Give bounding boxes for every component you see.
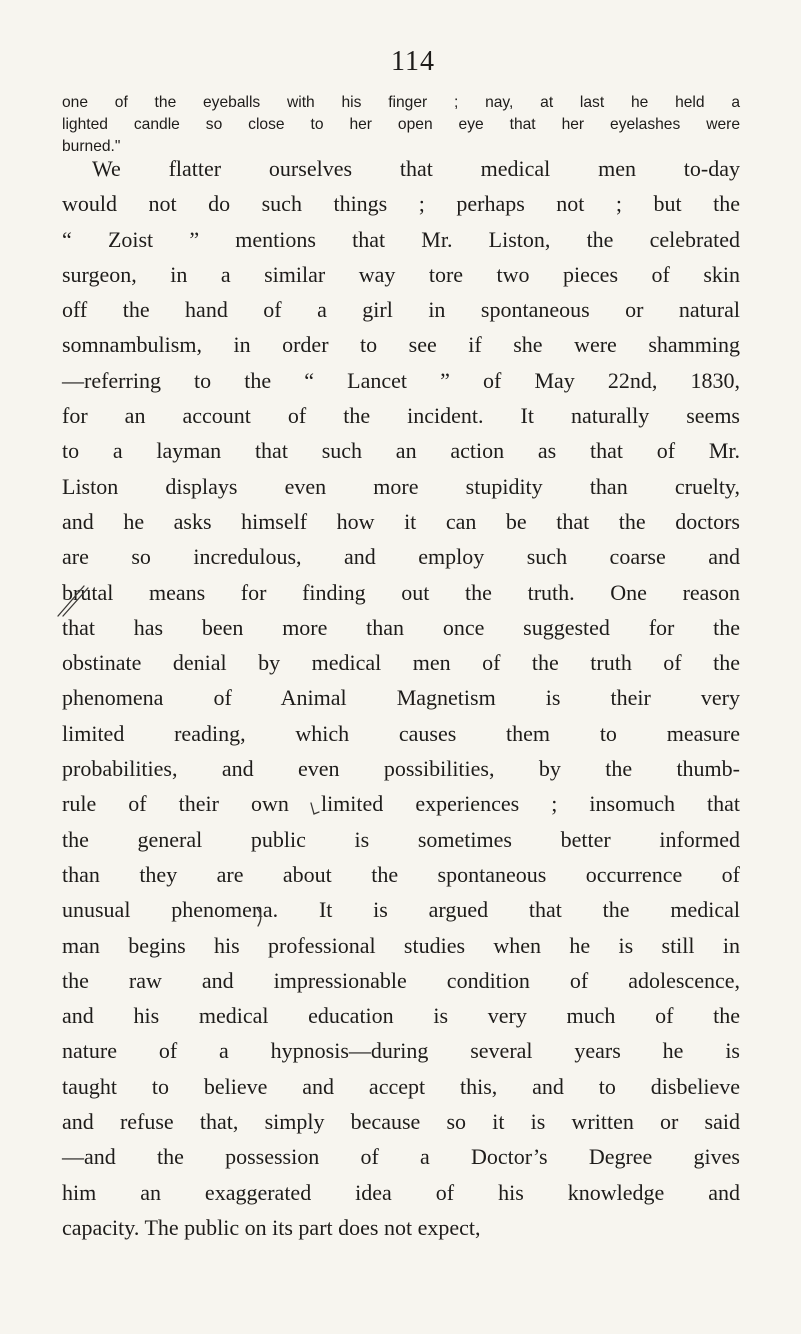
text-line: obstinate denial by medical men of the truth of the (62, 650, 740, 676)
text-line: “ Zoist ” mentions that Mr. Liston, the celebrated (62, 226, 740, 252)
text-line: lighted candle so close to her open eye that her eyelashes were (62, 116, 740, 133)
text-line: capacity. The public on its part does not expect, (62, 1214, 481, 1240)
main-paragraph (62, 151, 740, 1245)
text-line: burned." (62, 138, 121, 155)
text-line: the raw and impressionable condition of adolescence, (62, 967, 740, 993)
text-line: brutal means for finding out the truth. One reason (62, 579, 740, 605)
text-line: off the hand of a girl in spontaneous or natural (62, 297, 740, 323)
text-line: somnambulism, in order to see if she were shamming (62, 332, 740, 358)
text-line: the general public is sometimes better informed (62, 826, 740, 852)
page-number: 114 (391, 46, 435, 77)
text-line: We flatter ourselves that medical men to-day (92, 156, 740, 181)
text-line: man begins his professional studies when he is still in (62, 932, 740, 958)
text-line: probabilities, and even possibilities, by the thumb- (62, 756, 740, 782)
text-line: than they are about the spontaneous occurrence of (62, 861, 740, 887)
text-line: unusual phenomena. It is argued that the medical (62, 897, 740, 923)
text-line: phenomena of Animal Magnetism is their very (62, 685, 740, 711)
text-line: limited reading, which causes them to measure (62, 720, 740, 746)
opening-paragraph (62, 92, 740, 158)
text-line: him an exaggerated idea of his knowledge and (62, 1179, 740, 1205)
text-line: would not do such things ; perhaps not ; but the (62, 191, 740, 217)
pencil-tick-mark (308, 800, 322, 818)
text-line: and he asks himself how it can be that the doctors (62, 508, 740, 534)
text-line: nature of a hypnosis—during several years he is (62, 1038, 740, 1064)
text-line: —and the possession of a Doctor’s Degree gives (62, 1144, 740, 1170)
text-line: are so incredulous, and employ such coarse and (62, 544, 740, 570)
text-line: rule of their own limited experiences ; insomuch that (62, 791, 740, 817)
text-line: —referring to the “ Lancet ” of May 22nd, 1830, (62, 367, 740, 393)
text-line: and his medical education is very much of the (62, 1003, 740, 1029)
text-line: taught to believe and accept this, and to disbelieve (62, 1073, 740, 1099)
pencil-bracket-mark (254, 906, 266, 928)
text-line: that has been more than once suggested for the (62, 614, 740, 640)
text-line: Liston displays even more stupidity than cruelty, (62, 473, 740, 499)
text-line: for an account of the incident. It naturally seems (62, 403, 740, 429)
text-line: surgeon, in a similar way tore two pieces of skin (62, 261, 740, 287)
text-line: to a layman that such an action as that of Mr. (62, 438, 740, 464)
pencil-slash-mark (54, 580, 94, 620)
text-line: and refuse that, simply because so it is written or said (62, 1109, 740, 1135)
text-line: one of the eyeballs with his finger ; nay, at last he held a (62, 94, 740, 111)
